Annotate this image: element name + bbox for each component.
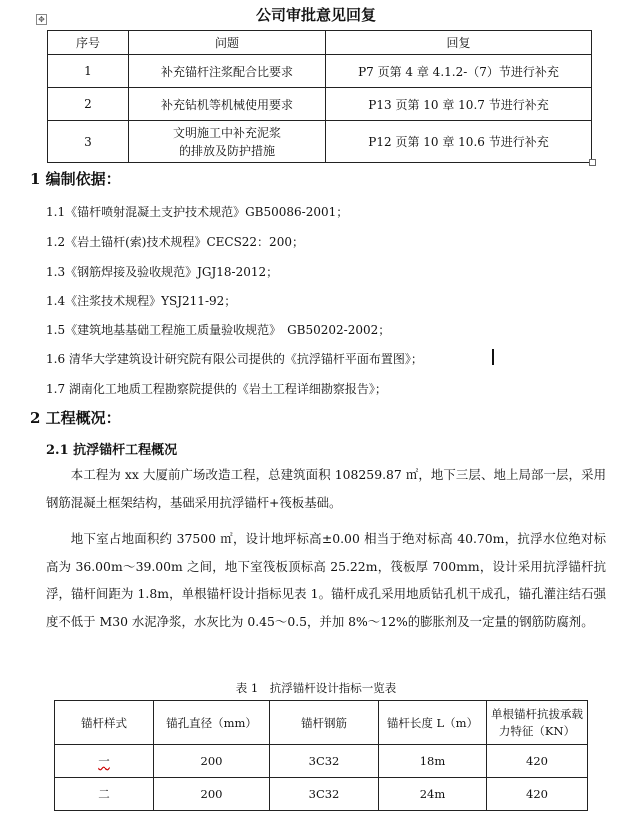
text-cursor — [492, 349, 494, 365]
list-item: 1.6 清华大学建筑设计研究院有限公司提供的《抗浮锚杆平面布置图》； — [46, 352, 423, 366]
section-heading: 2 工程概况： — [30, 409, 121, 427]
body-paragraph: 本工程为 xx 大厦前广场改造工程，总建筑面积 108259.87 ㎡，地下三层、地上局部一层，采用钢筋混凝土框架结构，基础采用抗浮锚杆+筏板基础。 — [46, 467, 606, 510]
page-title: 公司审批意见回复 — [255, 6, 376, 24]
cell-line: 文明施工中补充泥浆 — [172, 125, 281, 140]
table-move-handle-icon[interactable]: ✥ — [36, 14, 47, 25]
header-cell: 锚杆样式 — [55, 701, 154, 745]
table-caption: 表 1 抗浮锚杆设计指标一览表 — [235, 681, 397, 695]
table-cell: 补充锚杆注浆配合比要求 — [129, 55, 326, 88]
spec-table — [54, 700, 588, 811]
list-item: 1.1《锚杆喷射混凝土支护技术规范》GB50086-2001； — [46, 205, 349, 219]
body-paragraph: 地下室占地面积约 37500 ㎡，设计地坪标高±0.00 相当于绝对标高 40.70m，抗浮水位绝对标高为 36.00m～39.00m 之间，地下室筏板顶标高 25.22m，筏板厚 700mm，设计采用抗浮锚杆抗浮，锚杆间距为 1.8m，单根锚杆设计指标见表 1。锚杆成孔采用地质钻孔机干成孔，锚孔灌注结石强度不低于 M30 水泥净浆，水灰比为 0.45～0.5，并加 8%～12%的膨胀剂及一定量的钢筋防腐剂。 — [46, 531, 606, 629]
header-cell: 问题 — [129, 31, 326, 55]
table-cell: 二 — [55, 778, 154, 811]
table-row — [48, 55, 592, 88]
table-cell: 420 — [487, 778, 588, 811]
table-cell: 2 — [48, 88, 129, 121]
header-cell: 序号 — [48, 31, 129, 55]
cell-line: 的排放及防护措施 — [178, 143, 275, 158]
section-heading: 1 编制依据： — [30, 170, 121, 188]
cell-text: 一 — [98, 754, 110, 768]
table-cell: 420 — [487, 745, 588, 778]
table-row — [55, 745, 588, 778]
list-item: 1.4《注浆技术规程》YSJ211-92； — [46, 294, 237, 308]
table-header-row — [55, 701, 588, 745]
table-resize-handle[interactable] — [589, 159, 596, 166]
table-cell: 200 — [154, 778, 270, 811]
table-cell: 3 — [48, 121, 129, 163]
list-item: 1.7 湖南化工地质工程勘察院提供的《岩土工程详细勘察报告》； — [46, 382, 387, 396]
table-cell: P7 页第 4 章 4.1.2-（7）节进行补充 — [326, 55, 592, 88]
table-cell: 补充钻机等机械使用要求 — [129, 88, 326, 121]
header-cell: 锚杆钢筋 — [270, 701, 379, 745]
table-cell: 3C32 — [270, 745, 379, 778]
table-row — [48, 88, 592, 121]
list-item: 1.5《建筑地基基础工程施工质量验收规范》 GB50202-2002； — [46, 323, 391, 337]
table-cell: 24m — [379, 778, 487, 811]
table-cell: 1 — [48, 55, 129, 88]
table-row — [55, 778, 588, 811]
table-cell: 3C32 — [270, 778, 379, 811]
table-cell — [55, 745, 154, 778]
table-header-row — [48, 31, 592, 55]
review-table — [47, 30, 592, 163]
table-cell: 200 — [154, 745, 270, 778]
header-cell: 锚孔直径（mm） — [154, 701, 270, 745]
table-cell: P12 页第 10 章 10.6 节进行补充 — [326, 121, 592, 163]
list-item: 1.2《岩土锚杆(索)技术规程》CECS22：200； — [46, 235, 304, 249]
table-cell — [129, 121, 326, 163]
sub-heading: 2.1 抗浮锚杆工程概况 — [46, 443, 178, 458]
table-cell: P13 页第 10 章 10.7 节进行补充 — [326, 88, 592, 121]
header-cell: 单根锚杆抗拔承载力特征（KN） — [487, 701, 588, 745]
table-cell: 18m — [379, 745, 487, 778]
header-cell: 回复 — [326, 31, 592, 55]
list-item: 1.3《钢筋焊接及验收规范》JGJ18-2012； — [46, 265, 279, 279]
table-row — [48, 121, 592, 163]
header-cell: 锚杆长度 L（m） — [379, 701, 487, 745]
